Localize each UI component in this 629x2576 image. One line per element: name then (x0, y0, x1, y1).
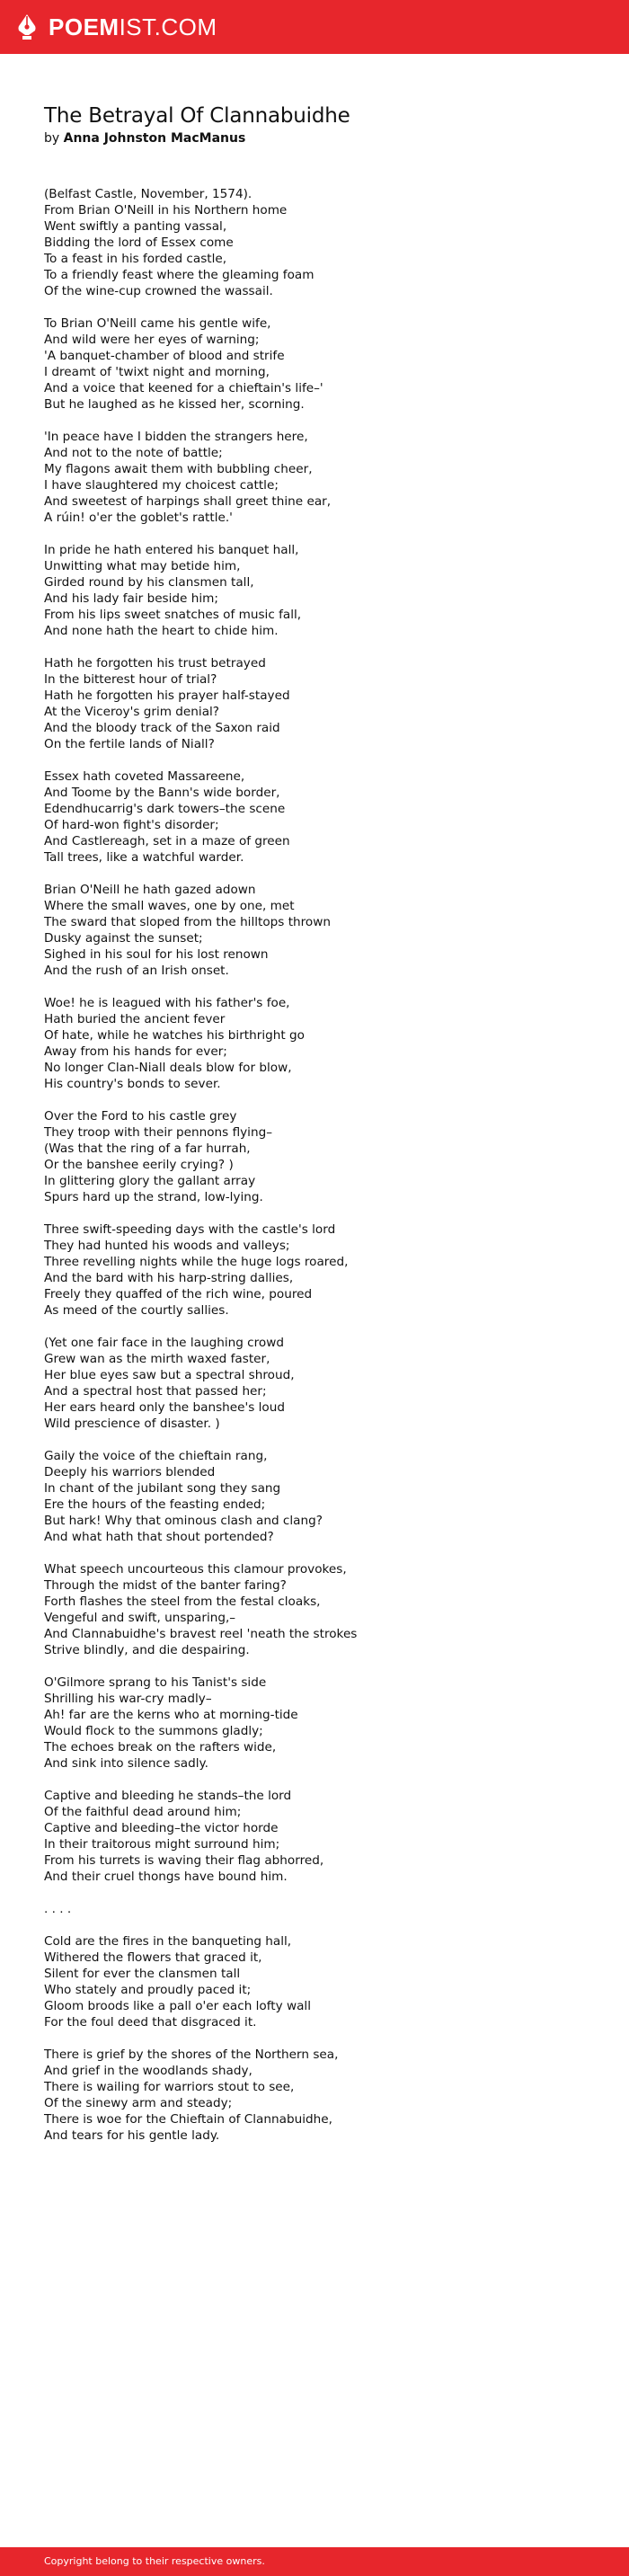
poem-stanza (44, 1674, 592, 1772)
poem-line: Over the Ford to his castle grey (44, 1109, 237, 1124)
poem-stanza (44, 1788, 592, 1885)
poem-line: For the foul deed that disgraced it. (44, 2015, 257, 2030)
poem-stanza (44, 1221, 592, 1319)
poem-line: Through the midst of the banter faring? (44, 1578, 287, 1593)
site-footer (0, 2547, 629, 2576)
footer-copyright: Copyright belong to their respective owners. (44, 2555, 265, 2567)
poem-line: From Brian O'Neill in his Northern home (44, 203, 288, 218)
poem-line: Ah! far are the kerns who at morning-tide (44, 1708, 298, 1722)
poem-line: Hath he forgotten his trust betrayed (44, 656, 266, 671)
poem-line: A rúin! o'er the goblet's rattle.' (44, 511, 233, 525)
site-logo-link[interactable] (16, 13, 217, 40)
poem-line: Three revelling nights while the huge logs roared, (44, 1255, 349, 1269)
poem-line: And sink into silence sadly. (44, 1756, 208, 1771)
poem-line: And not to the note of battle; (44, 446, 223, 460)
poem-line: To a feast in his forded castle, (44, 252, 227, 266)
poem-line: And the rush of an Irish onset. (44, 964, 229, 978)
poem-stanza (44, 1901, 592, 1917)
poem-line: And what hath that shout portended? (44, 1530, 274, 1544)
poem-line: Gloom broods like a pall o'er each lofty wall (44, 1999, 311, 2013)
poem-article (44, 102, 592, 2160)
poem-line: His country's bonds to sever. (44, 1077, 221, 1091)
poem-line: Strive blindly, and die despairing. (44, 1643, 250, 1657)
poem-line: And none hath the heart to chide him. (44, 624, 279, 638)
poem-line: And Castlereagh, set in a maze of green (44, 834, 290, 848)
poem-line: To a friendly feast where the gleaming foam (44, 268, 314, 282)
poem-body (44, 186, 592, 2144)
poem-line: Unwitting what may betide him, (44, 559, 241, 573)
poem-stanza (44, 429, 592, 526)
poem-stanza (44, 655, 592, 752)
poem-line: Of the sinewy arm and steady; (44, 2096, 233, 2110)
poem-line: Withered the flowers that graced it, (44, 1950, 262, 1965)
poem-line: And a spectral host that passed her; (44, 1384, 267, 1399)
poem-stanza (44, 1561, 592, 1658)
poem-line: And his lady fair beside him; (44, 591, 218, 606)
poem-line: Would flock to the summons gladly; (44, 1724, 263, 1738)
poem-line: Brian O'Neill he hath gazed adown (44, 883, 256, 897)
logo-bold-text: POEM (49, 13, 120, 40)
poem-line: Dusky against the sunset; (44, 931, 203, 946)
poem-line: In pride he hath entered his banquet hall, (44, 543, 299, 557)
poem-line: In chant of the jubilant song they sang (44, 1481, 281, 1496)
poem-line: Of the wine-cup crowned the wassail. (44, 284, 273, 298)
poem-line: No longer Clan-Niall deals blow for blow, (44, 1061, 292, 1075)
poem-line: And tears for his gentle lady. (44, 2128, 220, 2143)
pen-nib-icon (16, 13, 38, 40)
poem-line: Hath buried the ancient fever (44, 1012, 226, 1026)
poem-stanza (44, 768, 592, 866)
poem-line: From his lips sweet snatches of music fall, (44, 608, 302, 622)
poem-stanza (44, 882, 592, 979)
poem-line: At the Viceroy's grim denial? (44, 705, 220, 719)
poem-line: Where the small waves, one by one, met (44, 899, 295, 913)
site-logo-text (49, 15, 217, 39)
poem-line: I dreamt of 'twixt night and morning, (44, 365, 270, 379)
poem-line: But he laughed as he kissed her, scorning. (44, 397, 305, 412)
poem-line: The echoes break on the rafters wide, (44, 1740, 277, 1754)
poem-line: But hark! Why that ominous clash and clang? (44, 1514, 323, 1528)
poem-line: Or the banshee eerily crying? ) (44, 1158, 234, 1172)
poem-line: And their cruel thongs have bound him. (44, 1870, 288, 1884)
poem-line: And wild were her eyes of warning; (44, 333, 260, 347)
poem-line: And sweetest of harpings shall greet thine ear, (44, 494, 332, 509)
poem-line: Girded round by his clansmen tall, (44, 575, 254, 590)
poem-stanza (44, 995, 592, 1092)
poem-stanza (44, 1933, 592, 2030)
poem-title: The Betrayal Of Clannabuidhe (44, 104, 350, 128)
poem-line: Wild prescience of disaster. ) (44, 1417, 220, 1431)
poem-line: And Toome by the Bann's wide border, (44, 786, 280, 800)
poem-line: And a voice that keened for a chieftain's life–' (44, 381, 323, 395)
poem-line: Tall trees, like a watchful warder. (44, 850, 244, 865)
poem-author[interactable]: Anna Johnston MacManus (63, 131, 246, 146)
poem-line: And the bard with his harp-string dallies, (44, 1271, 294, 1285)
poem-line: Away from his hands for ever; (44, 1044, 227, 1059)
poem-line: 'A banquet-chamber of blood and strife (44, 349, 285, 363)
poem-line: There is wailing for warriors stout to see, (44, 2080, 295, 2094)
poem-stanza (44, 1335, 592, 1432)
poem-stanza (44, 1108, 592, 1205)
poem-line: Spurs hard up the strand, low-lying. (44, 1190, 263, 1204)
poem-line: From his turrets is waving their flag abhorred, (44, 1853, 324, 1868)
poem-line: Of the faithful dead around him; (44, 1805, 242, 1819)
poem-line: Hath he forgotten his prayer half-stayed (44, 688, 290, 703)
poem-line: Gaily the voice of the chieftain rang, (44, 1449, 268, 1463)
poem-stanza (44, 542, 592, 639)
poem-line: Three swift-speeding days with the castle's lord (44, 1222, 336, 1237)
poem-line: Went swiftly a panting vassal, (44, 219, 227, 234)
poem-stanza (44, 315, 592, 413)
poem-line: Her ears heard only the banshee's loud (44, 1400, 285, 1415)
poem-line: In their traitorous might surround him; (44, 1837, 280, 1852)
poem-line: They had hunted his woods and valleys; (44, 1239, 290, 1253)
poem-line: Sighed in his soul for his lost renown (44, 947, 269, 962)
logo-light-text: IST.COM (119, 13, 217, 40)
poem-line: (Belfast Castle, November, 1574). (44, 187, 252, 201)
poem-line: Silent for ever the clansmen tall (44, 1967, 241, 1981)
poem-line: Of hate, while he watches his birthright go (44, 1028, 305, 1043)
poem-line: And the bloody track of the Saxon raid (44, 721, 280, 735)
poem-line: Who stately and proudly paced it; (44, 1983, 252, 1997)
poem-line: Woe! he is leagued with his father's foe, (44, 996, 290, 1010)
poem-byline (44, 129, 592, 147)
poem-line: I have slaughtered my choicest cattle; (44, 478, 279, 493)
poem-line: Edendhucarrig's dark towers–the scene (44, 802, 286, 816)
poem-line: . . . . (44, 1902, 72, 1916)
poem-line: Deeply his warriors blended (44, 1465, 216, 1479)
poem-line: (Yet one fair face in the laughing crowd (44, 1336, 284, 1350)
poem-line: Bidding the lord of Essex come (44, 235, 234, 250)
byline-prefix: by (44, 131, 60, 146)
poem-line: They troop with their pennons flying– (44, 1125, 272, 1140)
poem-line: Captive and bleeding–the victor horde (44, 1821, 279, 1835)
poem-line: 'In peace have I bidden the strangers here, (44, 430, 308, 444)
poem-line: Cold are the fires in the banqueting hall, (44, 1934, 292, 1949)
poem-stanza (44, 1448, 592, 1545)
poem-line: The sward that sloped from the hilltops thrown (44, 915, 331, 929)
poem-line: My flagons await them with bubbling cheer, (44, 462, 313, 476)
poem-line: What speech uncourteous this clamour provokes, (44, 1562, 347, 1577)
poem-line: (Was that the ring of a far hurrah, (44, 1141, 251, 1156)
site-header (0, 0, 629, 54)
poem-line: There is woe for the Chieftain of Clannabuidhe, (44, 2112, 332, 2127)
poem-line: Ere the hours of the feasting ended; (44, 1497, 266, 1512)
poem-line: Captive and bleeding he stands–the lord (44, 1789, 292, 1803)
poem-line: Of hard-won fight's disorder; (44, 818, 219, 832)
poem-line: Vengeful and swift, unsparing,– (44, 1611, 236, 1625)
poem-line: There is grief by the shores of the Northern sea, (44, 2047, 339, 2062)
poem-line: O'Gilmore sprang to his Tanist's side (44, 1675, 267, 1690)
poem-line: In glittering glory the gallant array (44, 1174, 256, 1188)
poem-line: Shrilling his war-cry madly– (44, 1692, 212, 1706)
poem-stanza (44, 2047, 592, 2144)
poem-line: Grew wan as the mirth waxed faster, (44, 1352, 270, 1366)
poem-line: Her blue eyes saw but a spectral shroud, (44, 1368, 295, 1382)
poem-line: Forth flashes the steel from the festal cloaks, (44, 1594, 321, 1609)
poem-line: Freely they quaffed of the rich wine, poured (44, 1287, 313, 1301)
poem-line: Essex hath coveted Massareene, (44, 769, 245, 784)
poem-line: In the bitterest hour of trial? (44, 672, 217, 687)
poem-line: And Clannabuidhe's bravest reel 'neath the strokes (44, 1627, 358, 1641)
poem-line: As meed of the courtly sallies. (44, 1303, 229, 1318)
poem-line: And grief in the woodlands shady, (44, 2064, 252, 2078)
poem-stanza (44, 186, 592, 299)
poem-line: To Brian O'Neill came his gentle wife, (44, 316, 271, 331)
poem-line: On the fertile lands of Niall? (44, 737, 215, 751)
